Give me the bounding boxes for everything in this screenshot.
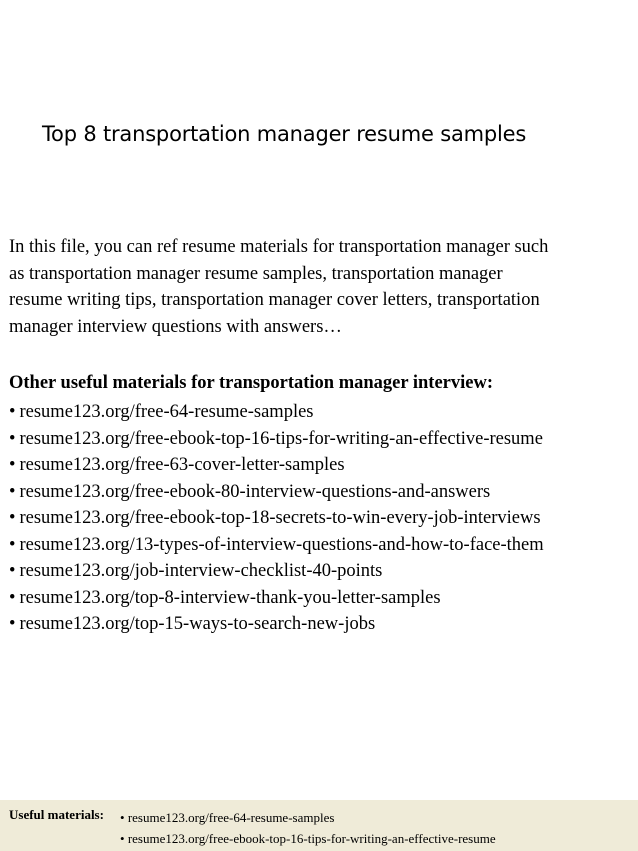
bullet: • bbox=[9, 402, 16, 422]
materials-list bbox=[9, 399, 634, 638]
resource-link[interactable]: resume123.org/free-63-cover-letter-samples bbox=[19, 455, 345, 475]
intro-paragraph bbox=[9, 234, 634, 340]
bullet: • bbox=[9, 455, 16, 475]
bullet: • bbox=[120, 831, 125, 846]
resource-link[interactable]: resume123.org/free-ebook-80-interview-questions-and-answers bbox=[19, 481, 491, 502]
footer-bar bbox=[0, 800, 638, 851]
page-title: Top 8 transportation manager resume samples bbox=[42, 122, 527, 146]
list-item bbox=[9, 452, 634, 479]
list-item bbox=[9, 505, 634, 532]
bullet: • bbox=[9, 508, 16, 528]
materials-heading: Other useful materials for transportation manager interview: bbox=[9, 373, 494, 393]
intro-line: as transportation manager resume samples, transportation manager bbox=[9, 263, 503, 284]
resource-link[interactable]: resume123.org/top-15-ways-to-search-new-jobs bbox=[19, 614, 376, 634]
bullet: • bbox=[9, 534, 16, 555]
resource-link[interactable]: resume123.org/free-ebook-top-18-secrets-to-win-every-job-interviews bbox=[19, 508, 541, 528]
footer-link[interactable]: resume123.org/free-ebook-top-16-tips-for-writing-an-effective-resume bbox=[127, 831, 496, 846]
list-item bbox=[9, 558, 634, 585]
resource-link[interactable]: resume123.org/top-8-interview-thank-you-letter-samples bbox=[19, 587, 441, 608]
intro-line: manager interview questions with answers… bbox=[9, 316, 342, 337]
bullet: • bbox=[9, 614, 16, 634]
bullet: • bbox=[9, 587, 16, 608]
resource-link[interactable]: resume123.org/13-types-of-interview-questions-and-how-to-face-them bbox=[19, 534, 544, 555]
footer-label-colon: : bbox=[99, 807, 104, 822]
resource-link[interactable]: resume123.org/free-ebook-top-16-tips-for-writing-an-effective-resume bbox=[19, 428, 543, 449]
list-item bbox=[9, 426, 634, 453]
list-item bbox=[9, 532, 634, 559]
list-item bbox=[9, 585, 634, 612]
bullet: • bbox=[9, 561, 16, 581]
bullet: • bbox=[120, 810, 125, 825]
resource-link[interactable]: resume123.org/job-interview-checklist-40-points bbox=[19, 561, 383, 581]
footer-list-item bbox=[120, 828, 496, 849]
list-item bbox=[9, 479, 634, 506]
bullet: • bbox=[9, 428, 16, 449]
bullet: • bbox=[9, 481, 16, 502]
footer-label bbox=[9, 807, 104, 823]
footer-label-text: Useful materials bbox=[9, 807, 100, 822]
materials-section bbox=[9, 370, 634, 638]
resource-link[interactable]: resume123.org/free-64-resume-samples bbox=[19, 402, 314, 422]
intro-line: In this file, you can ref resume materials for transportation manager such bbox=[9, 237, 549, 257]
footer-list bbox=[120, 807, 496, 849]
list-item bbox=[9, 611, 634, 638]
footer-list-item bbox=[120, 807, 496, 828]
footer-link[interactable]: resume123.org/free-64-resume-samples bbox=[127, 810, 335, 825]
list-item bbox=[9, 399, 634, 426]
intro-line: resume writing tips, transportation manager cover letters, transportation bbox=[9, 290, 540, 310]
